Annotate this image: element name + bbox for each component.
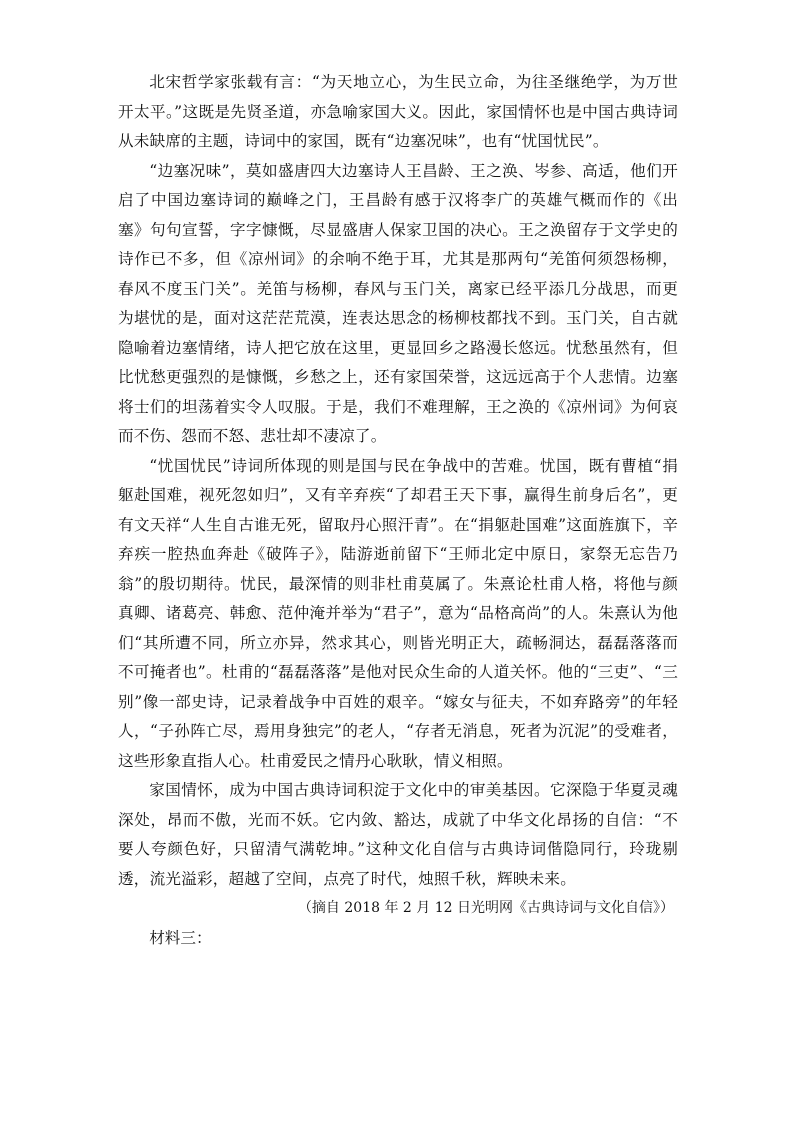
paragraph-4: 家国情怀，成为中国古典诗词积淀于文化中的审美基因。它深隐于华夏灵魂深处，昂而不傲，光而不妖。它内敛、豁达，成就了中华文化昂扬的自信：“不要人夸颜色好，只留清气满乾坤。”这种文化自信与古典诗词偕隐同行，玲珑剔透，流光溢彩，超越了空间，点亮了时代，烛照千秋，辉映未来。	[118, 781, 678, 888]
source-citation: （摘自 2018 年 2 月 12 日光明网《古典诗词与文化自信》）	[297, 900, 674, 916]
paragraph-2: “边塞况味”，莫如盛唐四大边塞诗人王昌龄、王之涣、岑参、高适，他们开启了中国边塞诗词的巅峰之门，王昌龄有感于汉将李广的英雄气概而作的《出塞》句句宣誓，字字慷慨，尽显盛唐人保家卫国的决心。王之涣留存于文学史的诗作已不多，但《凉州词》的余响不绝于耳，尤其是那两句“羌笛何须怨杨柳，春风不度玉门关”。羌笛与杨柳，春风与玉门关，离家已经平添几分战思，而更为堪忧的是，面对这茫茫荒漠，连表达思念的杨柳枝都找不到。玉门关，自古就隐喻着边塞情绪，诗人把它放在这里，更显回乡之路漫长悠远。忧愁虽然有，但比忧愁更强烈的是慷慨，乡愁之上，还有家国荣誉，这远远高于个人悲情。边塞将士们的坦荡着实令人叹服。于是，我们不难理解，王之涣的《凉州词》为何哀而不伤、怨而不怒、悲壮却不凄凉了。	[118, 161, 678, 445]
material-three-label: 材料三：	[149, 928, 212, 947]
document-page	[118, 68, 678, 953]
paragraph-1: 北宋哲学家张载有言：“为天地立心，为生民立命，为往圣继绝学，为万世开太平。”这既是先贤圣道，亦急喻家国大义。因此，家国情怀也是中国古典诗词从未缺席的主题，诗词中的家国，既有“边塞况味”，也有“忧国忧民”。	[118, 73, 678, 150]
paragraph-3: “忧国忧民”诗词所体现的则是国与民在争战中的苦难。忧国，既有曹植“捐躯赴国难，视死忽如归”，又有辛弃疾“了却君王天下事，赢得生前身后名”，更有文天祥“人生自古谁无死，留取丹心照汗青”。在“捐躯赴国难”这面旌旗下，辛弃疾一腔热血奔赴《破阵子》，陆游逝前留下“王师北定中原日，家祭无忘告乃翁”的殷切期待。忧民，最深情的则非杜甫莫属了。朱熹论杜甫人格，将他与颜真卿、诸葛亮、韩愈、范仲淹并举为“君子”，意为“品格高尚”的人。朱熹认为他们“其所遭不同，所立亦异，然求其心，则皆光明正大，疏畅洞达，磊磊落落而不可掩者也”。杜甫的“磊磊落落”是他对民众生命的人道关怀。他的“三吏”、“三别”像一部史诗，记录着战争中百姓的艰辛。“嫁女与征夫，不如弃路旁”的年轻人，“子孙阵亡尽，焉用身独完”的老人，“存者无消息，死者为沉泥”的受难者，这些形象直指人心。杜甫爱民之情丹心耿耿，情义相照。	[118, 456, 678, 770]
